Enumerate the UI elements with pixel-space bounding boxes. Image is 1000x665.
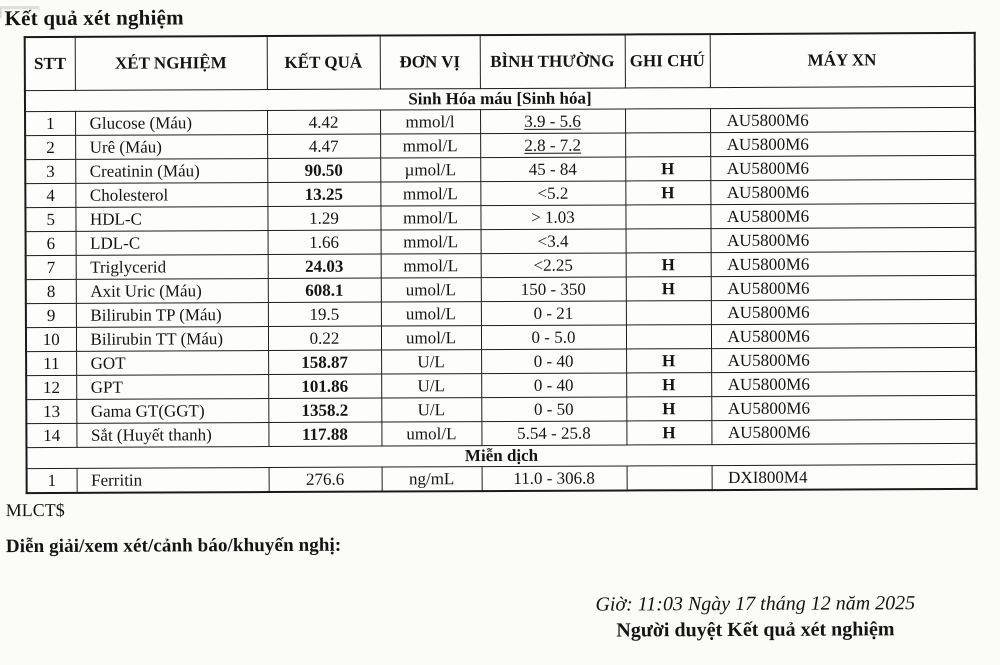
stt-cell: 11 [26, 351, 76, 375]
column-header-stt: STT [25, 37, 75, 91]
test-name-cell: Bilirubin TP (Máu) [76, 303, 268, 328]
unit-cell: umol/L [381, 326, 481, 350]
normal-range-cell: 0 - 50 [481, 397, 626, 422]
machine-cell: AU5800M6 [710, 179, 975, 204]
unit-cell: mmol/L [381, 254, 481, 278]
stt-cell: 4 [25, 183, 75, 207]
result-cell: 4.47 [267, 134, 380, 158]
page-title: Kết quả xét nghiệm [4, 5, 184, 31]
note-cell [625, 133, 710, 157]
machine-cell: AU5800M6 [711, 371, 976, 396]
note-cell: H [626, 397, 711, 421]
column-header-result: KẾT QUẢ [267, 36, 380, 90]
table-header-row [25, 33, 975, 91]
machine-cell: AU5800M6 [711, 347, 976, 372]
unit-cell: U/L [381, 398, 481, 422]
unit-cell: mmol/L [381, 230, 481, 254]
test-name-cell: Cholesterol [75, 183, 267, 208]
result-cell: 24.03 [268, 254, 381, 278]
test-name-cell: HDL-C [75, 207, 267, 232]
column-header-test: XÉT NGHIỆM [75, 36, 267, 90]
result-cell: 117.88 [268, 422, 381, 446]
test-name-cell: Ferritin [77, 468, 269, 493]
note-cell: H [625, 157, 710, 181]
machine-cell: AU5800M6 [711, 419, 976, 444]
result-cell: 13.25 [267, 182, 380, 206]
interpretation-label: Diễn giải/xem xét/cảnh báo/khuyến nghị: [5, 534, 342, 558]
normal-range-cell: 2.8 - 7.2 [480, 133, 625, 158]
note-cell: H [626, 253, 711, 277]
machine-cell: DXI800M4 [712, 464, 977, 490]
unit-cell: ng/mL [382, 467, 482, 492]
unit-cell: mmol/L [380, 134, 480, 158]
normal-range-cell: 0 - 21 [481, 301, 626, 326]
test-name-cell: Axit Uric (Máu) [76, 279, 268, 304]
unit-cell: mmol/l [380, 110, 480, 134]
normal-range-cell: 45 - 84 [480, 157, 625, 182]
scan-corner-artifact [0, 6, 40, 18]
test-name-cell: Urê (Máu) [75, 135, 267, 160]
result-cell: 1358.2 [268, 398, 381, 422]
stt-cell: 5 [25, 207, 75, 231]
normal-range-cell: <3.4 [481, 229, 626, 254]
normal-range-cell: 0 - 40 [481, 373, 626, 398]
machine-cell: AU5800M6 [711, 299, 976, 324]
note-cell [625, 109, 710, 133]
stt-cell: 12 [26, 375, 76, 399]
result-cell: 1.29 [267, 206, 380, 230]
result-cell: 158.87 [268, 350, 381, 374]
test-name-cell: Bilirubin TT (Máu) [76, 327, 268, 352]
stt-cell: 8 [26, 279, 76, 303]
stt-cell: 3 [25, 159, 75, 183]
result-cell: 101.86 [268, 374, 381, 398]
stt-cell: 9 [26, 303, 76, 327]
stt-cell: 1 [27, 468, 77, 493]
test-name-cell: Creatinin (Máu) [75, 159, 267, 184]
normal-range-cell: 0 - 40 [481, 349, 626, 374]
result-cell: 0.22 [268, 326, 381, 350]
result-cell: 276.6 [269, 467, 382, 492]
unit-cell: U/L [381, 374, 481, 398]
machine-cell: AU5800M6 [711, 395, 976, 420]
note-cell [626, 229, 711, 253]
signature-block [595, 592, 915, 642]
stt-cell: 7 [26, 255, 76, 279]
normal-range-cell: 0 - 5.0 [481, 325, 626, 350]
machine-cell: AU5800M6 [710, 107, 975, 132]
footer-code: MLCT$ [5, 499, 65, 521]
machine-cell: AU5800M6 [711, 251, 976, 276]
test-name-cell: Sắt (Huyết thanh) [76, 423, 268, 448]
result-cell: 4.42 [267, 110, 380, 134]
normal-range-cell: > 1.03 [480, 205, 625, 230]
approver-line: Người duyệt Kết quả xét nghiệm [616, 618, 895, 642]
column-header-unit: ĐƠN VỊ [380, 35, 480, 89]
column-header-normal: BÌNH THƯỜNG [480, 34, 625, 88]
column-header-note: GHI CHÚ [625, 34, 710, 88]
normal-range-cell: 3.9 - 5.6 [480, 109, 625, 134]
test-name-cell: Glucose (Máu) [75, 111, 267, 136]
test-name-cell: GOT [76, 351, 268, 376]
stt-cell: 13 [26, 399, 76, 423]
unit-cell: mmol/L [380, 182, 480, 206]
unit-cell: mmol/L [380, 206, 480, 230]
stt-cell: 14 [26, 423, 76, 447]
machine-cell: AU5800M6 [710, 131, 975, 156]
note-cell [626, 301, 711, 325]
machine-cell: AU5800M6 [710, 203, 975, 228]
stt-cell: 10 [26, 327, 76, 351]
machine-cell: AU5800M6 [711, 275, 976, 300]
unit-cell: umol/L [381, 422, 481, 446]
section-title: Miễn dịch [26, 443, 976, 468]
machine-cell: AU5800M6 [711, 227, 976, 252]
note-cell: H [626, 421, 711, 445]
stt-cell: 2 [25, 135, 75, 159]
test-name-cell: Triglycerid [76, 255, 268, 280]
unit-cell: U/L [381, 350, 481, 374]
note-cell: H [625, 181, 710, 205]
datetime-line: Giờ: 11:03 Ngày 17 tháng 12 năm 2025 [595, 592, 916, 616]
machine-cell: AU5800M6 [710, 155, 975, 180]
unit-cell: umol/L [381, 302, 481, 326]
section-title: Sinh Hóa máu [Sinh hóa] [25, 86, 975, 111]
note-cell: H [626, 277, 711, 301]
test-name-cell: GPT [76, 375, 268, 400]
normal-range-cell: <2.25 [481, 253, 626, 278]
normal-range-cell: 150 - 350 [481, 277, 626, 302]
column-header-machine: MÁY XN [710, 33, 975, 88]
normal-range-cell: 11.0 - 306.8 [482, 466, 627, 491]
note-cell [627, 466, 712, 491]
result-cell: 19.5 [268, 302, 381, 326]
normal-range-cell: <5.2 [480, 181, 625, 206]
unit-cell: umol/L [381, 278, 481, 302]
note-cell [626, 325, 711, 349]
note-cell [625, 205, 710, 229]
machine-cell: AU5800M6 [711, 323, 976, 348]
normal-range-cell: 5.54 - 25.8 [481, 421, 626, 446]
test-name-cell: LDL-C [76, 231, 268, 256]
lab-report-page [0, 2, 1000, 665]
test-name-cell: Gama GT(GGT) [76, 399, 268, 424]
note-cell: H [626, 349, 711, 373]
stt-cell: 1 [25, 111, 75, 135]
result-cell: 90.50 [267, 158, 380, 182]
table-row [27, 464, 977, 493]
result-cell: 1.66 [268, 230, 381, 254]
lab-results-table [24, 32, 978, 494]
note-cell: H [626, 373, 711, 397]
result-cell: 608.1 [268, 278, 381, 302]
stt-cell: 6 [26, 231, 76, 255]
unit-cell: µmol/L [380, 158, 480, 182]
